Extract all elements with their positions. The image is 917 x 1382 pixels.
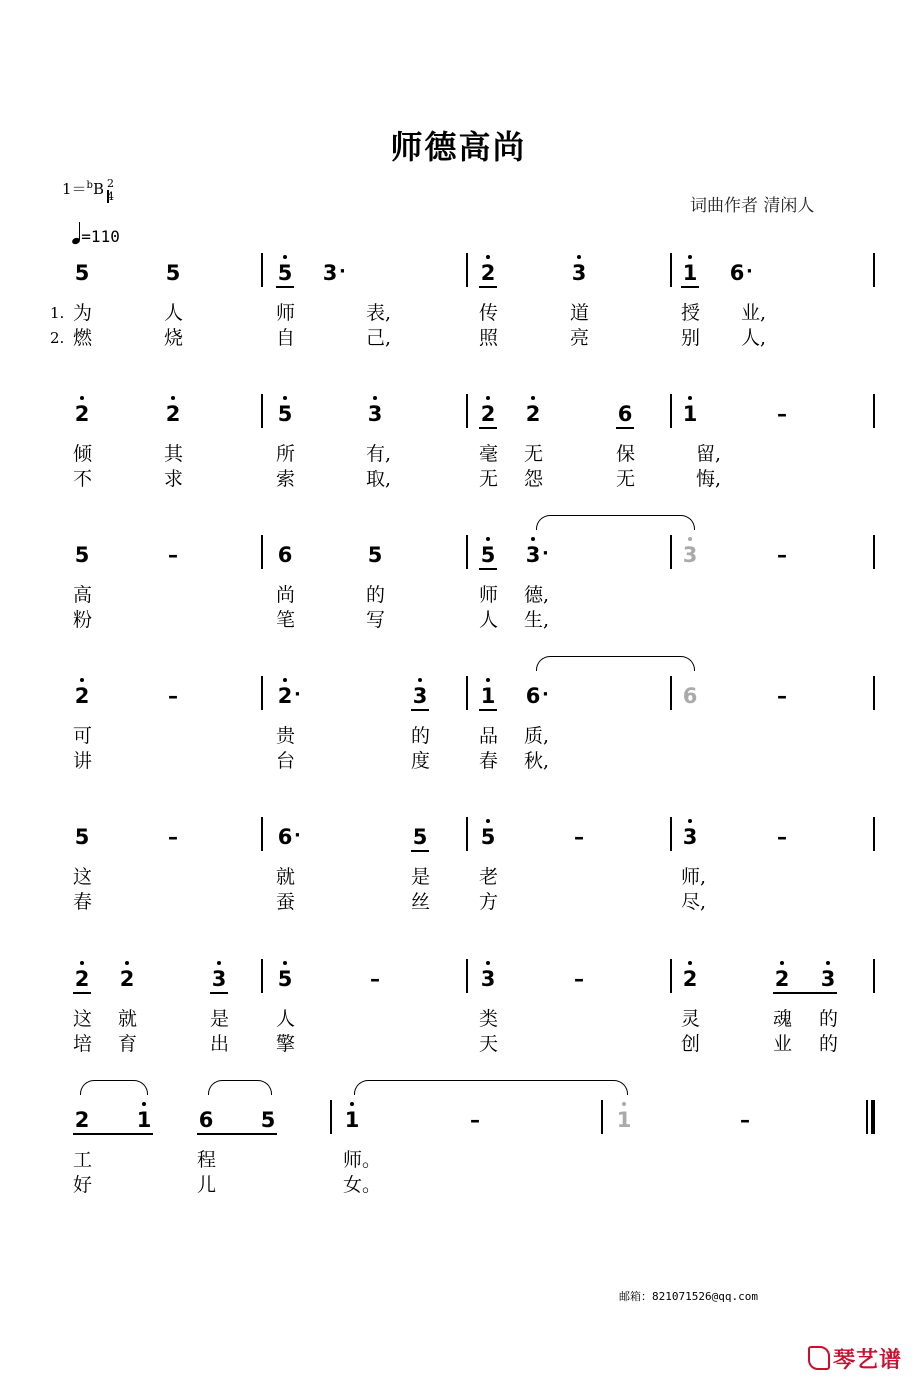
bar-line xyxy=(466,676,468,710)
note: 5 xyxy=(165,261,181,285)
eighth-underline xyxy=(73,992,91,994)
bar-line xyxy=(466,394,468,428)
octave-dot-above xyxy=(142,1102,146,1106)
lyric-verse-1: 高 xyxy=(73,584,93,606)
lyric-verse-2: 创 xyxy=(681,1033,701,1055)
tempo-marking xyxy=(72,224,120,246)
octave-dot-above xyxy=(486,819,490,823)
lyric-verse-2: 无 xyxy=(479,468,499,490)
flat-sign: b xyxy=(86,180,93,191)
sustain-dash: – xyxy=(168,684,178,708)
bar-line xyxy=(466,817,468,851)
verse-number-2: 2. xyxy=(50,329,65,347)
key-note: B xyxy=(92,180,104,198)
bar-line xyxy=(261,394,263,428)
lyric-verse-2: 照 xyxy=(479,327,499,349)
lyric-verse-2: 度 xyxy=(411,750,431,772)
eighth-underline xyxy=(479,568,497,570)
lyric-verse-1: 表, xyxy=(366,302,392,324)
lyric-verse-2: 烧 xyxy=(164,327,184,349)
lyric-verse-2: 笔 xyxy=(276,609,296,631)
octave-dot-above xyxy=(80,961,84,965)
note: 6 xyxy=(525,684,541,708)
note: 6 xyxy=(198,1108,214,1132)
lyric-verse-1: 传 xyxy=(479,302,499,324)
note: 6 xyxy=(682,684,698,708)
augmentation-dot: · xyxy=(542,543,549,564)
note: 3 xyxy=(682,543,698,567)
sustain-dash: – xyxy=(740,1108,750,1132)
time-signature-bottom: 4 xyxy=(107,190,114,203)
lyric-verse-1: 就 xyxy=(118,1008,138,1030)
eighth-underline xyxy=(479,286,497,288)
lyric-verse-2: 儿 xyxy=(197,1174,217,1196)
page-title: 师德高尚 xyxy=(390,128,527,166)
note: 1 xyxy=(136,1108,152,1132)
final-bar-thick xyxy=(871,1100,875,1134)
lyric-verse-1: 有, xyxy=(366,443,392,465)
octave-dot-above xyxy=(486,255,490,259)
note: 3 xyxy=(412,684,428,708)
note: 5 xyxy=(277,261,293,285)
lyric-verse-1: 德, xyxy=(524,584,550,606)
lyric-verse-2: 蚕 xyxy=(276,891,296,913)
note: 2 xyxy=(480,402,496,426)
lyric-verse-1: 魂 xyxy=(773,1008,793,1030)
sustain-dash: – xyxy=(470,1108,480,1132)
watermark xyxy=(808,1343,902,1374)
lyric-verse-2: 人, xyxy=(741,327,767,349)
lyric-verse-1: 老 xyxy=(479,866,499,888)
augmentation-dot: · xyxy=(294,684,301,705)
bar-line xyxy=(261,253,263,287)
sustain-dash: – xyxy=(777,543,787,567)
octave-dot-above xyxy=(283,396,287,400)
bar-line xyxy=(873,253,875,287)
tie-arc xyxy=(208,1080,272,1095)
note: 2 xyxy=(74,967,90,991)
lyric-verse-2: 人 xyxy=(479,609,499,631)
augmentation-dot: · xyxy=(339,261,346,282)
octave-dot-above xyxy=(486,678,490,682)
lyric-verse-2: 写 xyxy=(366,609,386,631)
bar-line xyxy=(466,535,468,569)
tempo-value: =110 xyxy=(81,227,120,246)
note: 1 xyxy=(480,684,496,708)
bar-line xyxy=(873,959,875,993)
lyric-verse-1: 质, xyxy=(524,725,550,747)
bar-line xyxy=(873,817,875,851)
lyric-verse-1: 是 xyxy=(210,1008,230,1030)
lyric-verse-2: 秋, xyxy=(524,750,550,772)
note: 5 xyxy=(74,261,90,285)
lyric-verse-1: 师。 xyxy=(343,1149,382,1171)
note: 2 xyxy=(74,402,90,426)
note: 1 xyxy=(682,402,698,426)
lyric-verse-1: 师, xyxy=(681,866,707,888)
lyric-verse-1: 倾 xyxy=(73,443,93,465)
verse-number-1: 1. xyxy=(50,304,65,322)
tie-arc xyxy=(536,515,695,530)
lyric-verse-2: 春 xyxy=(73,891,93,913)
tie-arc xyxy=(354,1080,628,1095)
lyric-verse-1: 保 xyxy=(616,443,636,465)
note: 5 xyxy=(480,543,496,567)
octave-dot-above xyxy=(283,255,287,259)
note: 5 xyxy=(277,967,293,991)
eighth-underline xyxy=(276,286,294,288)
lyric-verse-1: 程 xyxy=(197,1149,217,1171)
bar-line xyxy=(670,253,672,287)
lyric-verse-1: 人 xyxy=(276,1008,296,1030)
octave-dot-above xyxy=(125,961,129,965)
tie-arc xyxy=(80,1080,148,1095)
note: 6 xyxy=(277,543,293,567)
lyric-verse-2: 亮 xyxy=(570,327,590,349)
lyric-verse-1: 师 xyxy=(479,584,499,606)
lyric-verse-2: 索 xyxy=(276,468,296,490)
lyric-verse-2: 取, xyxy=(366,468,392,490)
note: 3 xyxy=(211,967,227,991)
note: 1 xyxy=(616,1108,632,1132)
lyric-verse-2: 好 xyxy=(73,1174,93,1196)
bar-line xyxy=(261,959,263,993)
eighth-underline xyxy=(479,709,497,711)
sustain-dash: – xyxy=(370,967,380,991)
bar-line xyxy=(670,959,672,993)
lyric-verse-2: 台 xyxy=(276,750,296,772)
bar-line xyxy=(261,676,263,710)
eighth-underline xyxy=(197,1133,277,1135)
octave-dot-above xyxy=(486,396,490,400)
lyric-verse-1: 类 xyxy=(479,1008,499,1030)
octave-dot-above xyxy=(826,961,830,965)
lyric-verse-2: 怨 xyxy=(524,468,544,490)
note: 2 xyxy=(165,402,181,426)
lyric-verse-1: 这 xyxy=(73,1008,93,1030)
note: 6 xyxy=(277,825,293,849)
octave-dot-above xyxy=(217,961,221,965)
note: 2 xyxy=(525,402,541,426)
lyric-verse-1: 这 xyxy=(73,866,93,888)
sustain-dash: – xyxy=(574,825,584,849)
octave-dot-above xyxy=(283,961,287,965)
lyric-verse-2: 出 xyxy=(210,1033,230,1055)
eighth-underline xyxy=(479,427,497,429)
note: 2 xyxy=(74,684,90,708)
lyric-verse-1: 所 xyxy=(276,443,296,465)
octave-dot-above xyxy=(486,537,490,541)
lyric-verse-1: 业, xyxy=(741,302,767,324)
octave-dot-above xyxy=(80,396,84,400)
lyric-verse-2: 生, xyxy=(524,609,550,631)
lyric-verse-1: 尚 xyxy=(276,584,296,606)
eighth-underline xyxy=(411,850,429,852)
octave-dot-above xyxy=(373,396,377,400)
note: 5 xyxy=(277,402,293,426)
footer-email: 邮箱：821071526@qq.com xyxy=(619,1290,758,1303)
lyric-verse-2: 求 xyxy=(164,468,184,490)
note: 5 xyxy=(74,825,90,849)
octave-dot-above xyxy=(688,396,692,400)
eighth-underline xyxy=(773,992,837,994)
lyric-verse-2: 育 xyxy=(118,1033,138,1055)
note: 6 xyxy=(617,402,633,426)
note: 2 xyxy=(480,261,496,285)
octave-dot-above xyxy=(688,537,692,541)
lyric-verse-2: 天 xyxy=(479,1033,499,1055)
octave-dot-above xyxy=(780,961,784,965)
time-signature xyxy=(107,178,114,203)
note: 2 xyxy=(682,967,698,991)
octave-dot-above xyxy=(531,537,535,541)
time-signature-top: 2 xyxy=(107,177,114,190)
lyric-verse-2: 的 xyxy=(819,1033,839,1055)
bar-line xyxy=(873,535,875,569)
lyric-verse-1: 的 xyxy=(411,725,431,747)
bar-line xyxy=(466,959,468,993)
lyric-verse-2: 方 xyxy=(479,891,499,913)
octave-dot-above xyxy=(486,961,490,965)
lyric-verse-2: 无 xyxy=(616,468,636,490)
lyric-verse-2: 培 xyxy=(73,1033,93,1055)
bar-line xyxy=(873,676,875,710)
lyric-verse-1: 是 xyxy=(411,866,431,888)
eighth-underline xyxy=(411,709,429,711)
lyric-verse-2: 己, xyxy=(366,327,392,349)
sustain-dash: – xyxy=(574,967,584,991)
lyric-verse-1: 留, xyxy=(696,443,722,465)
note: 5 xyxy=(412,825,428,849)
note: 2 xyxy=(119,967,135,991)
octave-dot-above xyxy=(418,678,422,682)
key-prefix: 1＝ xyxy=(62,180,87,198)
lyric-verse-2: 春 xyxy=(479,750,499,772)
note: 2 xyxy=(74,1108,90,1132)
bar-line xyxy=(261,817,263,851)
note: 3 xyxy=(367,402,383,426)
lyric-verse-1: 贵 xyxy=(276,725,296,747)
lyric-verse-2: 业 xyxy=(773,1033,793,1055)
note: 2 xyxy=(774,967,790,991)
note: 3 xyxy=(571,261,587,285)
note-stem xyxy=(79,222,80,240)
note: 1 xyxy=(682,261,698,285)
watermark-logo-icon xyxy=(808,1346,830,1370)
octave-dot-above xyxy=(688,961,692,965)
note: 5 xyxy=(367,543,383,567)
note: 2 xyxy=(277,684,293,708)
sustain-dash: – xyxy=(777,825,787,849)
augmentation-dot: · xyxy=(294,825,301,846)
lyric-verse-2: 粉 xyxy=(73,609,93,631)
lyric-verse-1: 工 xyxy=(73,1149,93,1171)
octave-dot-above xyxy=(688,819,692,823)
note: 1 xyxy=(344,1108,360,1132)
bar-line xyxy=(670,394,672,428)
augmentation-dot: · xyxy=(542,684,549,705)
bar-line xyxy=(873,394,875,428)
lyric-verse-1: 毫 xyxy=(479,443,499,465)
octave-dot-above xyxy=(688,255,692,259)
note: 3 xyxy=(525,543,541,567)
sustain-dash: – xyxy=(777,684,787,708)
sustain-dash: – xyxy=(168,825,178,849)
octave-dot-above xyxy=(80,678,84,682)
eighth-underline xyxy=(73,1133,153,1135)
lyric-verse-1: 品 xyxy=(479,725,499,747)
bar-line xyxy=(670,817,672,851)
lyric-verse-1: 的 xyxy=(366,584,386,606)
eighth-underline xyxy=(616,427,634,429)
note: 3 xyxy=(322,261,338,285)
eighth-underline xyxy=(210,992,228,994)
lyric-verse-2: 女。 xyxy=(343,1174,382,1196)
lyric-verse-1: 道 xyxy=(570,302,590,324)
lyric-verse-1: 师 xyxy=(276,302,296,324)
bar-line xyxy=(261,535,263,569)
note: 5 xyxy=(260,1108,276,1132)
lyric-verse-1: 为 xyxy=(73,302,93,324)
bar-line xyxy=(670,676,672,710)
note: 3 xyxy=(480,967,496,991)
lyric-verse-2: 擎 xyxy=(276,1033,296,1055)
sustain-dash: – xyxy=(777,402,787,426)
bar-line xyxy=(670,535,672,569)
note: 5 xyxy=(74,543,90,567)
lyric-verse-1: 的 xyxy=(819,1008,839,1030)
bar-line xyxy=(330,1100,332,1134)
lyric-verse-2: 不 xyxy=(73,468,93,490)
lyric-verse-2: 悔, xyxy=(696,468,722,490)
lyric-verse-1: 人 xyxy=(164,302,184,324)
composer-credit: 词曲作者 清闲人 xyxy=(690,196,815,216)
lyric-verse-2: 尽, xyxy=(681,891,707,913)
octave-dot-above xyxy=(171,396,175,400)
lyric-verse-1: 就 xyxy=(276,866,296,888)
lyric-verse-1: 其 xyxy=(164,443,184,465)
octave-dot-above xyxy=(283,678,287,682)
eighth-underline xyxy=(681,286,699,288)
lyric-verse-2: 自 xyxy=(276,327,296,349)
key-signature xyxy=(62,178,104,199)
note: 5 xyxy=(480,825,496,849)
sustain-dash: – xyxy=(168,543,178,567)
augmentation-dot: · xyxy=(746,261,753,282)
final-bar-thin xyxy=(866,1100,868,1134)
octave-dot-above xyxy=(350,1102,354,1106)
note: 3 xyxy=(820,967,836,991)
lyric-verse-1: 灵 xyxy=(681,1008,701,1030)
lyric-verse-2: 燃 xyxy=(73,327,93,349)
lyric-verse-2: 讲 xyxy=(73,750,93,772)
note: 6 xyxy=(729,261,745,285)
lyric-verse-1: 可 xyxy=(73,725,93,747)
bar-line xyxy=(601,1100,603,1134)
watermark-text: 琴艺谱 xyxy=(833,1348,903,1373)
bar-line xyxy=(466,253,468,287)
octave-dot-above xyxy=(531,396,535,400)
octave-dot-above xyxy=(622,1102,626,1106)
lyric-verse-2: 丝 xyxy=(411,891,431,913)
lyric-verse-1: 无 xyxy=(524,443,544,465)
lyric-verse-2: 别 xyxy=(681,327,701,349)
note: 3 xyxy=(682,825,698,849)
tie-arc xyxy=(536,656,695,671)
octave-dot-above xyxy=(577,255,581,259)
lyric-verse-1: 授 xyxy=(681,302,701,324)
